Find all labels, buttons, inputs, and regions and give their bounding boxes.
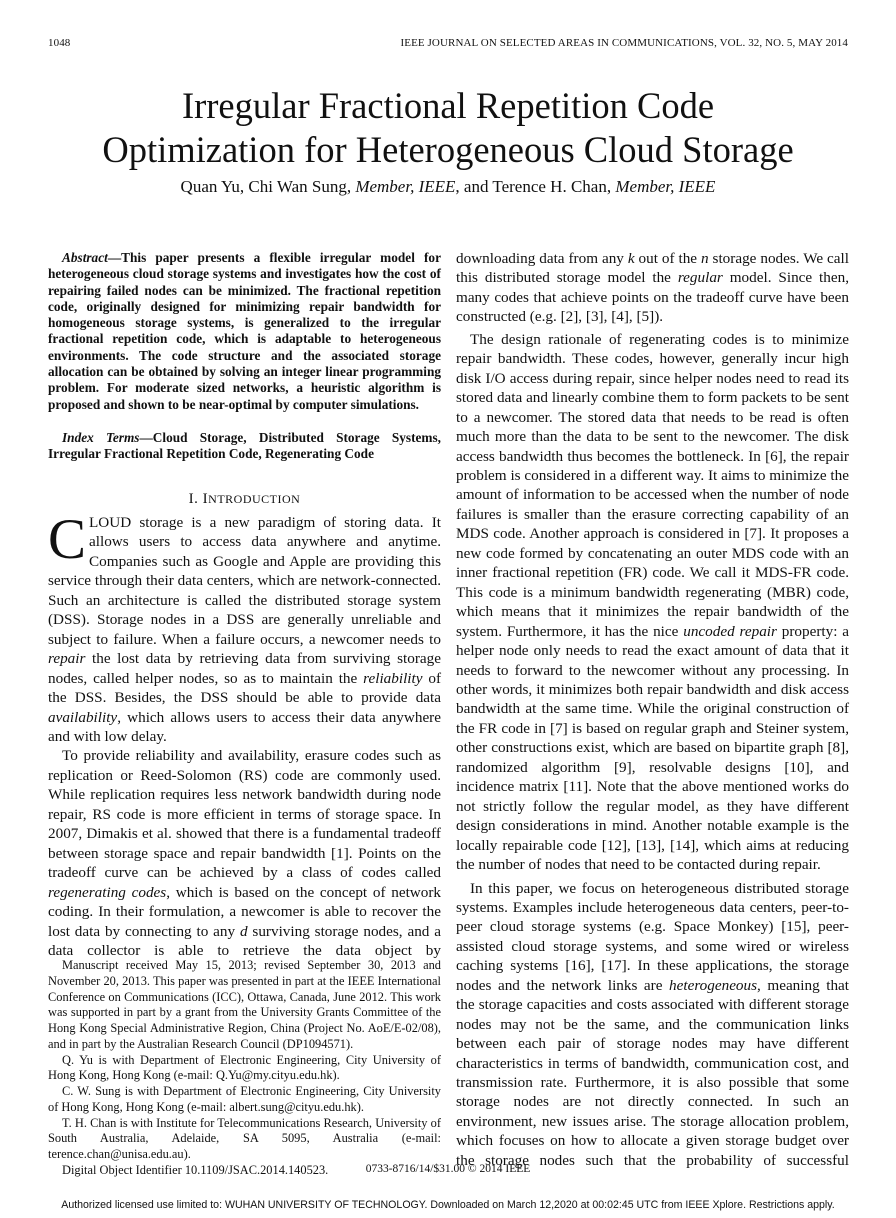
italic-text: k	[627, 250, 635, 267]
index-terms-text	[48, 430, 441, 463]
right-paragraph-2	[456, 330, 849, 875]
italic-text: regular	[677, 269, 723, 287]
text-run: model. Since then, many codes that achieve points on the tradeoff curve have been constructed (e.g. [2], [3], [4], [5]).	[456, 269, 849, 326]
italic-text: Abstract	[62, 250, 108, 265]
footnotes	[48, 958, 441, 1179]
footnote: Digital Object Identifier 10.1109/JSAC.2014.140523.	[62, 1162, 329, 1177]
italic-text: d	[239, 922, 248, 940]
footnote: Q. Yu is with Department of Electronic Engineering, City University of Hong Kong, Hong Kong (e-mail: Q.Yu@my.cityu.edu.hk).	[48, 1052, 441, 1083]
text-run: property: a helper node only needs to read the exact amount of data that it needs to forward to the newcomer without any processing. In other words, it minimizes both repair bandwidth and disk access bandwidth at the same time. While the original construction of the FR code in [7] is based on regular graph and Steiner system, other constructions exist, which are based on bipartite graph [8], randomized algorithm [9], resolvable designs [10], and incidence matrix [11]. Note that the above mentioned works do not strictly follow the regular model, as they have different design considerations in mind. Another notable example is the locally repairable code [12], [13], [14], which aims at reducing the number of nodes that need to be contacted during repair.	[456, 622, 849, 874]
left-column-body	[48, 508, 442, 960]
text-run: In this paper, we focus on heterogeneous distributed storage systems. Examples include heterogeneous data centers, peer-to-peer cloud storage systems (e.g. Space Monkey) [15], peer-assisted cloud storage systems, and some wired or wireless caching systems [16], [17]. In these applications, the storage nodes and the network links are	[456, 879, 849, 994]
text-run: downloading data from any	[456, 250, 628, 267]
right-column-body	[456, 249, 849, 1170]
drop-cap: C	[48, 508, 87, 571]
authors	[0, 177, 896, 197]
title-line-1: Irregular Fractional Repetition Code	[181, 85, 715, 126]
italic-text: heterogeneous	[669, 976, 758, 994]
text-run: —This paper presents a flexible irregular model for heterogeneous cloud storage systems and investigates how the cost of repairing failed nodes can be minimized. The fractional repetition code, originally designed for minimizing repair bandwidth for homogeneous storage systems, is generalized to the irregular fractional repetition code, which is adaptable to heterogeneous environments. The code structure and the associated storage allocation can be obtained by solving an integer linear programming problem. For moderate sized networks, a heuristic algorithm is proposed and shown to be near-optimal by computer simulations.	[48, 250, 441, 412]
footnote: T. H. Chan is with Institute for Telecommunications Research, University of South Australia, Adelaide, SA 5095, Australia (e-mail: terence.chan@unisa.edu.au).	[48, 1115, 441, 1161]
text-run: To provide reliability and availability, erasure codes such as replication or Reed-Solomon (RS) code are commonly used. While replication requires less network bandwidth during node repair, RS code is more efficient in terms of storage space. In 2007, Dimakis et al. showed that there is a fundamental tradeoff between storage space and repair bandwidth [1]. Points on the tradeoff curve can be achieved by a class of codes called	[48, 747, 441, 882]
intro-paragraph-2	[48, 746, 441, 960]
title-line-2: Optimization for Heterogeneous Cloud Storage	[102, 129, 794, 170]
section-number: I.	[188, 491, 203, 507]
abstract-text	[48, 250, 441, 413]
section-rest: NTRODUCTION	[208, 492, 301, 506]
italic-text: reliability	[363, 669, 423, 687]
paper-title	[0, 84, 896, 172]
italic-text: n	[701, 250, 709, 267]
intro-paragraph-1	[48, 508, 442, 746]
footnote: C. W. Sung is with Department of Electronic Engineering, City University of Hong Kong, Hong Kong (e-mail: albert.sung@cityu.edu.hk).	[48, 1084, 441, 1114]
right-paragraph-1	[456, 249, 849, 327]
section-heading-introduction	[48, 490, 441, 509]
intro-paragraph-1-text	[48, 508, 442, 745]
footnote: Manuscript received May 15, 2013; revised September 30, 2013 and November 20, 2013. This paper was presented in part at the IEEE International Conference on Communications (ICC), Ottawa, Canada, June 2012. This work was supported in part by a grant from the University Grants Committee of the Hong Kong Special Administrative Region, China (Project No. AoE/E-02/08), and in part by the Australian Research Council (DP1094571).	[48, 958, 441, 1051]
italic-text: regenerating codes	[48, 883, 167, 901]
license-notice: Authorized licensed use limited to: WUHAN UNIVERSITY OF TECHNOLOGY. Downloaded on March 12,2020 at 00:02:45 UTC from IEEE Xplore. Restrictions apply.	[61, 1199, 835, 1211]
text-run: storage nodes. We call this distributed storage model the	[456, 250, 849, 287]
text-run: , and Terence H. Chan,	[455, 177, 616, 196]
text-run: LOUD storage is a new paradigm of storing data. It allows users to access data anywhere and anytime. Companies such as Google and Apple are providing this service through their data centers, which are network-connected. Such an architecture is called the distributed storage system (DSS). Storage nodes in a DSS are generally unreliable and subject to failure. When a failure occurs, a newcomer needs to	[48, 514, 441, 648]
index-terms	[48, 430, 441, 463]
text-run: —Cloud Storage, Distributed Storage Systems, Irregular Fractional Repetition Code, Regenerating Code	[48, 430, 441, 462]
running-header: IEEE JOURNAL ON SELECTED AREAS IN COMMUNICATIONS, VOL. 32, NO. 5, MAY 2014	[400, 37, 848, 49]
text-run: surviving storage nodes, and a data collector is able to retrieve the data object by	[48, 922, 441, 959]
text-run: The design rationale of regenerating codes is to minimize repair bandwidth. These codes, however, generally incur high disk I/O access during repair, since helper nodes need to read its stored data and linearly combine them to form packets to be sent to a newcomer. The stored data that needs to be read is often much more than the data to be sent to the newcomer. The disk access bandwidth thus becomes the bottleneck. In [6], the repair problem is considered in a different way. It aims to minimize the amount of information to be accessed when the number of node failures is smaller than the erasure correcting capability of an MDS code. Another approach is considered in [7]. It proposes a new code formed by concatenating an outer MDS code with an inner fractional repetition (FR) code. We call it MDS-FR code. This code is a minimum bandwidth regenerating (MBR) code, which means that it minimizes the repair bandwidth of the system. Furthermore, it has the nice	[456, 330, 849, 640]
text-run: the lost data by retrieving data from surviving storage nodes, called helper nodes, so as to maintain the	[48, 650, 441, 687]
text-run: Quan Yu, Chi Wan Sung,	[180, 177, 356, 196]
abstract	[48, 250, 441, 413]
right-paragraph-3	[456, 879, 849, 1171]
italic-text: repair	[48, 650, 86, 668]
italic-text: availability	[48, 708, 118, 726]
italic-text: Index Terms	[62, 430, 140, 445]
text-run: out of the	[634, 250, 701, 267]
copyright-footer: 0733-8716/14/$31.00 © 2014 IEEE	[365, 1163, 531, 1175]
text-run: , which is based on the concept of network coding. In their formulation, a newcomer is able to recover the lost data by connecting to any	[48, 883, 442, 940]
text-run: , which allows users to access their data anywhere and with low delay.	[48, 708, 441, 745]
italic-text: Member, IEEE	[355, 177, 456, 196]
section-first-letter: I	[202, 491, 209, 507]
italic-text: uncoded repair	[683, 622, 777, 640]
text-run: , meaning that the storage capacities and costs associated with different storage nodes may not be the same, and the communication links between each pair of storage nodes may have different characteristics in terms of bandwidth, communication cost, and transmission rate. Furthermore, it is also possible that some storage nodes are not directly connected. In such an environment, new issues arise. The storage allocation problem, which focuses on how to allocate a given storage budget over the storage nodes such that the probability of successful	[456, 976, 849, 1169]
text-run: of the DSS. Besides, the DSS should be able to provide data	[48, 669, 442, 707]
italic-text: Member, IEEE	[615, 177, 716, 196]
page-number: 1048	[48, 37, 71, 49]
